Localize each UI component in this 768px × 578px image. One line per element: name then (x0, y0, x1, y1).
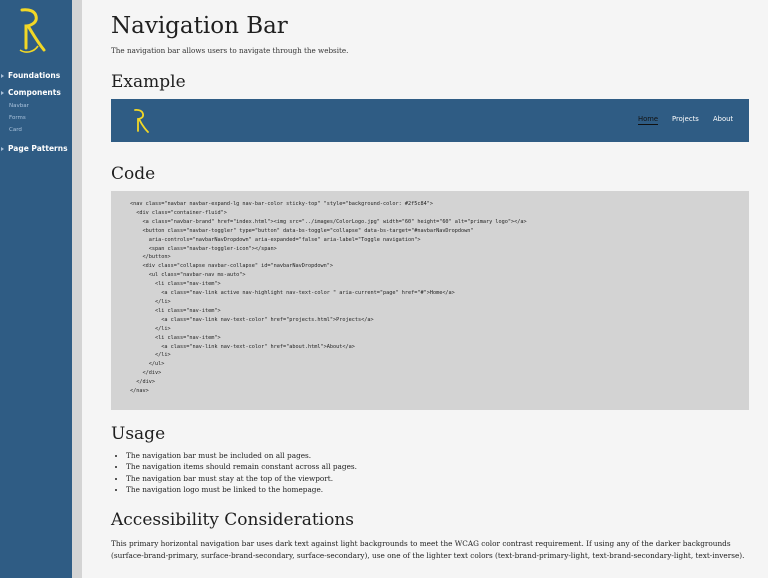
list-item: • The navigation bar must be included on all pages. (126, 450, 357, 461)
sidebar-shadow (72, 0, 82, 578)
sidebar (0, 0, 72, 578)
list-item: • The navigation logo must be linked to the homepage. (126, 484, 357, 495)
usage-list (115, 450, 357, 496)
list-item: • The navigation bar must stay at the top of the viewport. (126, 473, 357, 484)
code-heading: Code (111, 164, 156, 184)
page-title: Navigation Bar (111, 13, 288, 39)
accessibility-heading: Accessibility Considerations (111, 510, 355, 530)
r-brand-logo-icon[interactable] (12, 6, 52, 56)
list-item: • The navigation items should remain constant across all pages. (126, 461, 357, 472)
example-heading: Example (111, 72, 186, 92)
example-nav-link-projects[interactable]: Projects (672, 115, 699, 123)
code-block (111, 191, 749, 410)
sidebar-item-foundations[interactable]: Foundations (8, 71, 61, 80)
example-navbar (111, 99, 749, 142)
sidebar-subitem-navbar[interactable]: Navbar (9, 103, 29, 109)
sidebar-item-page-patterns[interactable]: Page Patterns (8, 144, 68, 153)
code-snippet: <nav class="navbar navbar-expand-lg nav-bar-color sticky-top" "style="background-color: #2f5c84"> <div class="container-fluid"> <a class="navbar-brand" href="index.html"><img src="../images/ColorLogo.jpg" width="60" height="60" alt="primary logo"></a> <button class="navbar-toggler" type="button" data-bs-toggle="collapse" data-bs-target="#navbarNavDropdown" aria-controls="navbarNavDropdown" aria-expanded="false" aria-label="Toggle navigation"> <span class="navbar-toggler-icon"></span> </button> <div class="collapse navbar-collapse" id="navbarNavDropdown"> <ul class="navbar-nav ms-auto"> <li class="nav-item"> <a class="nav-link active nav-highlight nav-text-color " aria-current="page" href="#">Home</a> </li> <li class="nav-item"> <a class="nav-link nav-text-color" href="projects.html">Projects</a> </li> <li class="nav-item"> <a class="nav-link nav-text-color" href="about.html">About</a> </li> </ul> </div> </div> </nav> (130, 201, 527, 395)
sidebar-subitem-card[interactable]: Card (9, 127, 22, 133)
example-nav-link-about[interactable]: About (713, 115, 734, 123)
page-intro: The navigation bar allows users to navigate through the website. (111, 46, 349, 55)
accessibility-text: This primary horizontal navigation bar uses dark text against light backgrounds to meet the WCAG color contrast requirement. If using any of the darker backgrounds (surface-brand-primary, surface-brand-secondary, surface-secondary), use one of the lighter text colors (text-brand-primary-light, text-brand-secondary-light, text-inverse). (111, 539, 745, 560)
sidebar-subitem-forms[interactable]: Forms (9, 115, 26, 121)
sidebar-item-components[interactable]: Components (8, 88, 61, 97)
r-brand-logo-icon[interactable] (130, 107, 152, 135)
usage-heading: Usage (111, 424, 166, 444)
example-nav-link-home[interactable]: Home (638, 115, 659, 123)
